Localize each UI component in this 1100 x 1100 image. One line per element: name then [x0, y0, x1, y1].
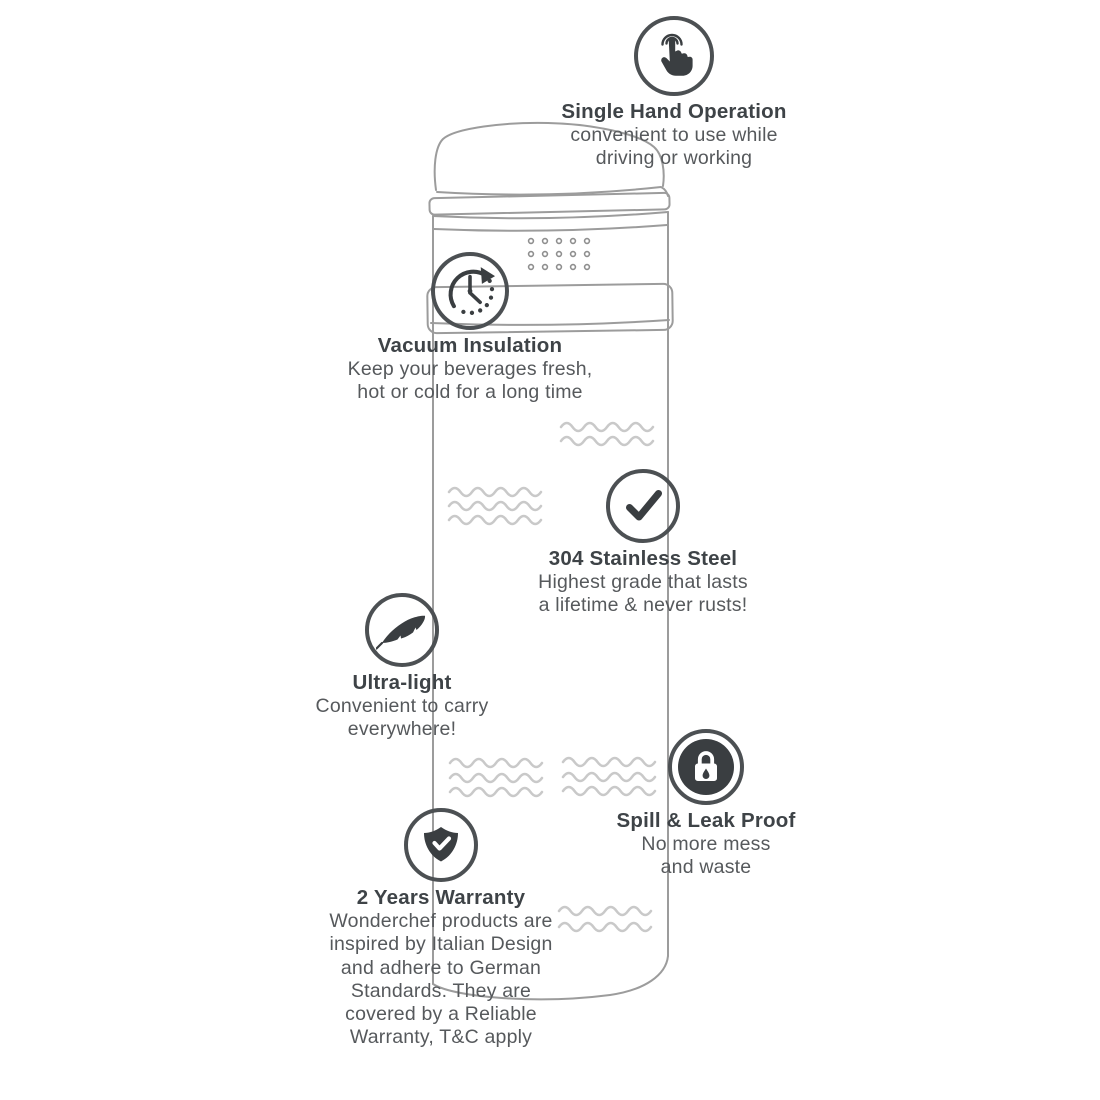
feature-text-line: Highest grade that lasts [538, 571, 748, 593]
feature-spill-leak-proof [556, 729, 856, 880]
feature-text-line: Warranty, T&C apply [349, 1026, 533, 1049]
feature-title: 2 Years Warranty [356, 886, 526, 909]
feature-ultra-light [252, 593, 552, 742]
feature-vacuum-insulation [320, 252, 620, 405]
feature-text-line: and waste [660, 856, 752, 879]
feature-text-line: and adhere to German [340, 956, 542, 979]
feature-text-line: covered by a Reliable [345, 1003, 537, 1026]
feature-warranty [291, 808, 591, 1050]
feature-title: Single Hand Operation [561, 100, 787, 123]
feature-title: 304 Stainless Steel [548, 547, 738, 570]
feature-text-line: driving or working [595, 147, 753, 170]
feature-text-line: Keep your beverages fresh, [347, 358, 593, 380]
feature-text-line: No more mess [641, 833, 771, 855]
feature-text-line: everywhere! [347, 718, 457, 741]
clock-time-icon [431, 252, 509, 330]
feature-single-hand-operation [524, 16, 824, 171]
feature-text-line: Convenient to carry [315, 695, 489, 717]
feature-title: Spill & Leak Proof [616, 809, 796, 832]
feature-text-line: hot or cold for a long time [357, 381, 583, 404]
feature-text-line: a lifetime & never rusts! [538, 594, 748, 617]
checkmark-icon [606, 469, 680, 543]
feature-title: Vacuum Insulation [377, 334, 563, 357]
shield-check-icon [404, 808, 478, 882]
feature-text-line: convenient to use while [570, 124, 778, 146]
feature-text-line: Standards. They are [350, 979, 532, 1002]
feature-title: Ultra-light [352, 671, 452, 694]
feature-text-line: Wonderchef products are [329, 910, 553, 932]
feather-icon [365, 593, 439, 667]
tap-hand-icon [634, 16, 714, 96]
feature-text-line: inspired by Italian Design [329, 933, 553, 956]
padlock-icon [668, 729, 744, 805]
